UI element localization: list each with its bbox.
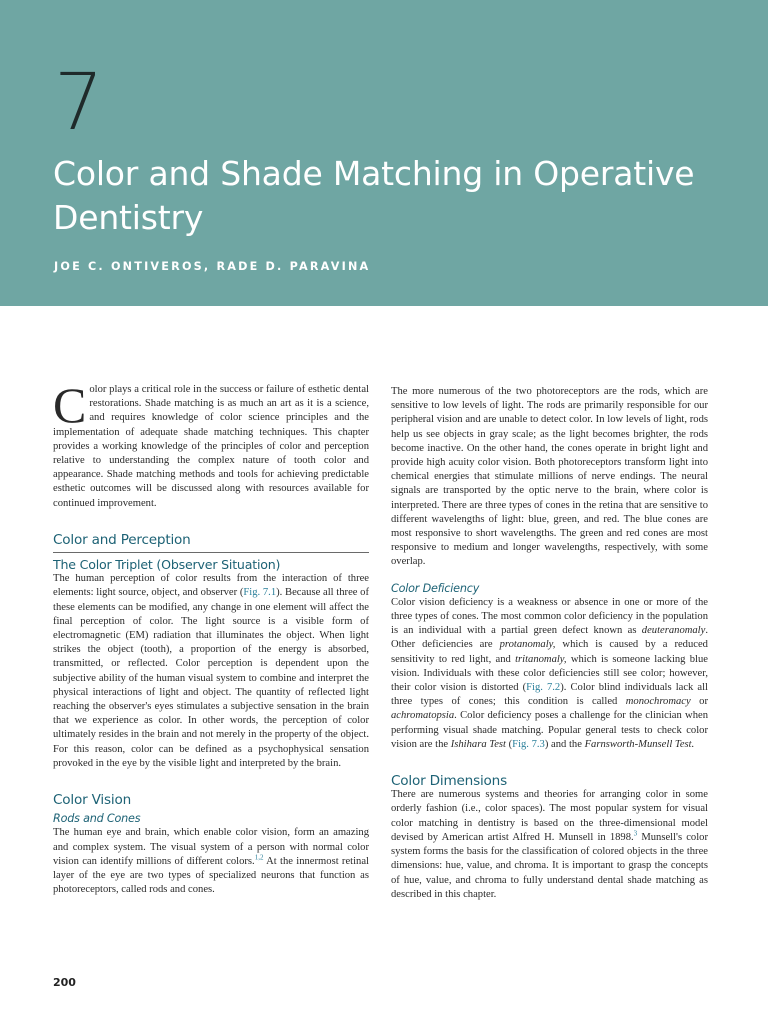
subsection-heading-rods-cones: Rods and Cones bbox=[53, 812, 141, 826]
section-heading-color-dimensions: Color Dimensions bbox=[391, 773, 507, 790]
figure-link-7-2[interactable]: Fig. 7.2 bbox=[526, 682, 561, 694]
subsection-heading-color-deficiency: Color Deficiency bbox=[391, 581, 480, 595]
subsection-heading-color-triplet: The Color Triplet (Observer Situation) bbox=[53, 557, 281, 573]
rods-continued-paragraph: The more numerous of the two photoreceptors are the rods, which are sensitive to low levels of light. The rods are primarily responsible for our peripheral vision and are unable to detect color. In low levels of light, rods help us see objects in gray scale; as the light becomes brighter, the rods become inactive. On the other hand, the cones operate in bright light and provide high acuity color vision. Both photoreceptors transform light into chemical energies that stimulate millions of nerve endings. The neural signals are transported by the optic nerve to the brain, where color is interpreted. There are three types of cones in the retina that are sensitive to different wavelengths of light: blue, green, and red. The blue cones are most responsive to short wavelengths. The green and red cones are most responsive to medium and longer wavelengths, respectively, with some overlap. bbox=[391, 386, 708, 568]
right-column bbox=[391, 385, 708, 902]
left-column bbox=[53, 377, 370, 898]
figure-link-7-1[interactable]: Fig. 7.1 bbox=[243, 587, 277, 599]
chapter-title: Color and Shade Matching in Operative Dentistry bbox=[53, 154, 695, 237]
citation-superscript[interactable]: 3 bbox=[633, 829, 638, 838]
rods-cones-paragraph: The human eye and brain, which enable color vision, form an amazing and complex system. The visual system of a person with normal color vision can identify millions of different colors.$^{1,2}$ At the innermost retinal layer of the eye are two types of specialized neurons that function as photoreceptors, called rods and cones. bbox=[53, 827, 369, 896]
color-dimensions-paragraph: There are numerous systems and theories for arranging color in some orderly fashion (i.e., color spaces). The most popular system for visual color matching in dentistry is based on the three-dimensional model devised by American artist Alfred H. Munsell in 1898.$^3$ Munsell's color system forms the basis for the classification of colored objects in the three dimensions: hue, value, and chroma. It is important to grasp the concepts of hue, value, and chroma to fully understand dental shade matching as described in this chapter. bbox=[391, 789, 708, 900]
chapter-header-band bbox=[0, 0, 768, 306]
chapter-number: 7 bbox=[54, 58, 104, 148]
chapter-authors: JOE C. ONTIVEROS, RADE D. PARAVINA bbox=[54, 260, 371, 273]
color-triplet-paragraph: The human perception of color results from the interaction of three elements: light source, object, and observer (Fig. 7.1). Because all three of these elements can be modified, any change in one element will affect the final perception of color. The light source is a visible form of electromagnetic (EM) radiation that illuminates the object. When light strikes the object (tooth), a proportion of the energy is absorbed, transmitted, or reflected. Color perception is dependent upon the subjective ability of the human visual system to combine and interpret the physical interactions of light and object. The quantity of reflected light reaching the observer's eyes stimulates a subjective sensation in the brain that we experience as color. In other words, the perception of color ultimately resides in the brain and not merely in the property of the object. For this reason, color can be defined as a psychophysical sensation provoked in the eye by the visible light and interpreted by the brain. bbox=[53, 573, 370, 769]
section-heading-color-vision: Color Vision bbox=[53, 792, 131, 809]
citation-superscript[interactable]: 1,2 bbox=[254, 853, 264, 862]
section-heading-color-perception: Color and Perception bbox=[53, 531, 191, 548]
section-divider bbox=[53, 552, 369, 553]
page-number: 200 bbox=[53, 976, 76, 989]
drop-cap: C bbox=[53, 377, 87, 433]
color-deficiency-paragraph: Color vision deficiency is a weakness or absence in one or more of the three types of cones. The most common color deficiency in the population is an individual with a partial green defect known as deuteranomaly. Other deficiencies are protanomaly, which is caused by a reduced sensitivity to red light, and tritanomaly, which is someone lacking blue vision. Individuals with these color deficiencies still see color; however, their color vision is distorted (Fig. 7.2). Color blind individuals lack all three types of cones; this condition is called monochromacy or achromatopsia. Color deficiency poses a challenge for the clinician when performing visual shade matching. Popular general tests to check color vision are the Ishihara Test (Fig. 7.3) and the Farnsworth-Munsell Test. bbox=[391, 596, 708, 750]
intro-text: olor plays a critical role in the success or failure of esthetic dental restorations. Shade matching is as much an art as it is a science, and requires knowledge of color science principles and the implementation of adequate shade matching techniques. This chapter provides a working knowledge of the principles of color and perception relative to understanding the complex nature of tooth color and appearance. Shade matching methods and tools for achieving predictable esthetic outcomes will be discussed along with resources available for continued improvement. bbox=[53, 384, 369, 509]
intro-paragraph bbox=[53, 377, 369, 511]
figure-link-7-3[interactable]: Fig. 7.3 bbox=[512, 738, 545, 750]
